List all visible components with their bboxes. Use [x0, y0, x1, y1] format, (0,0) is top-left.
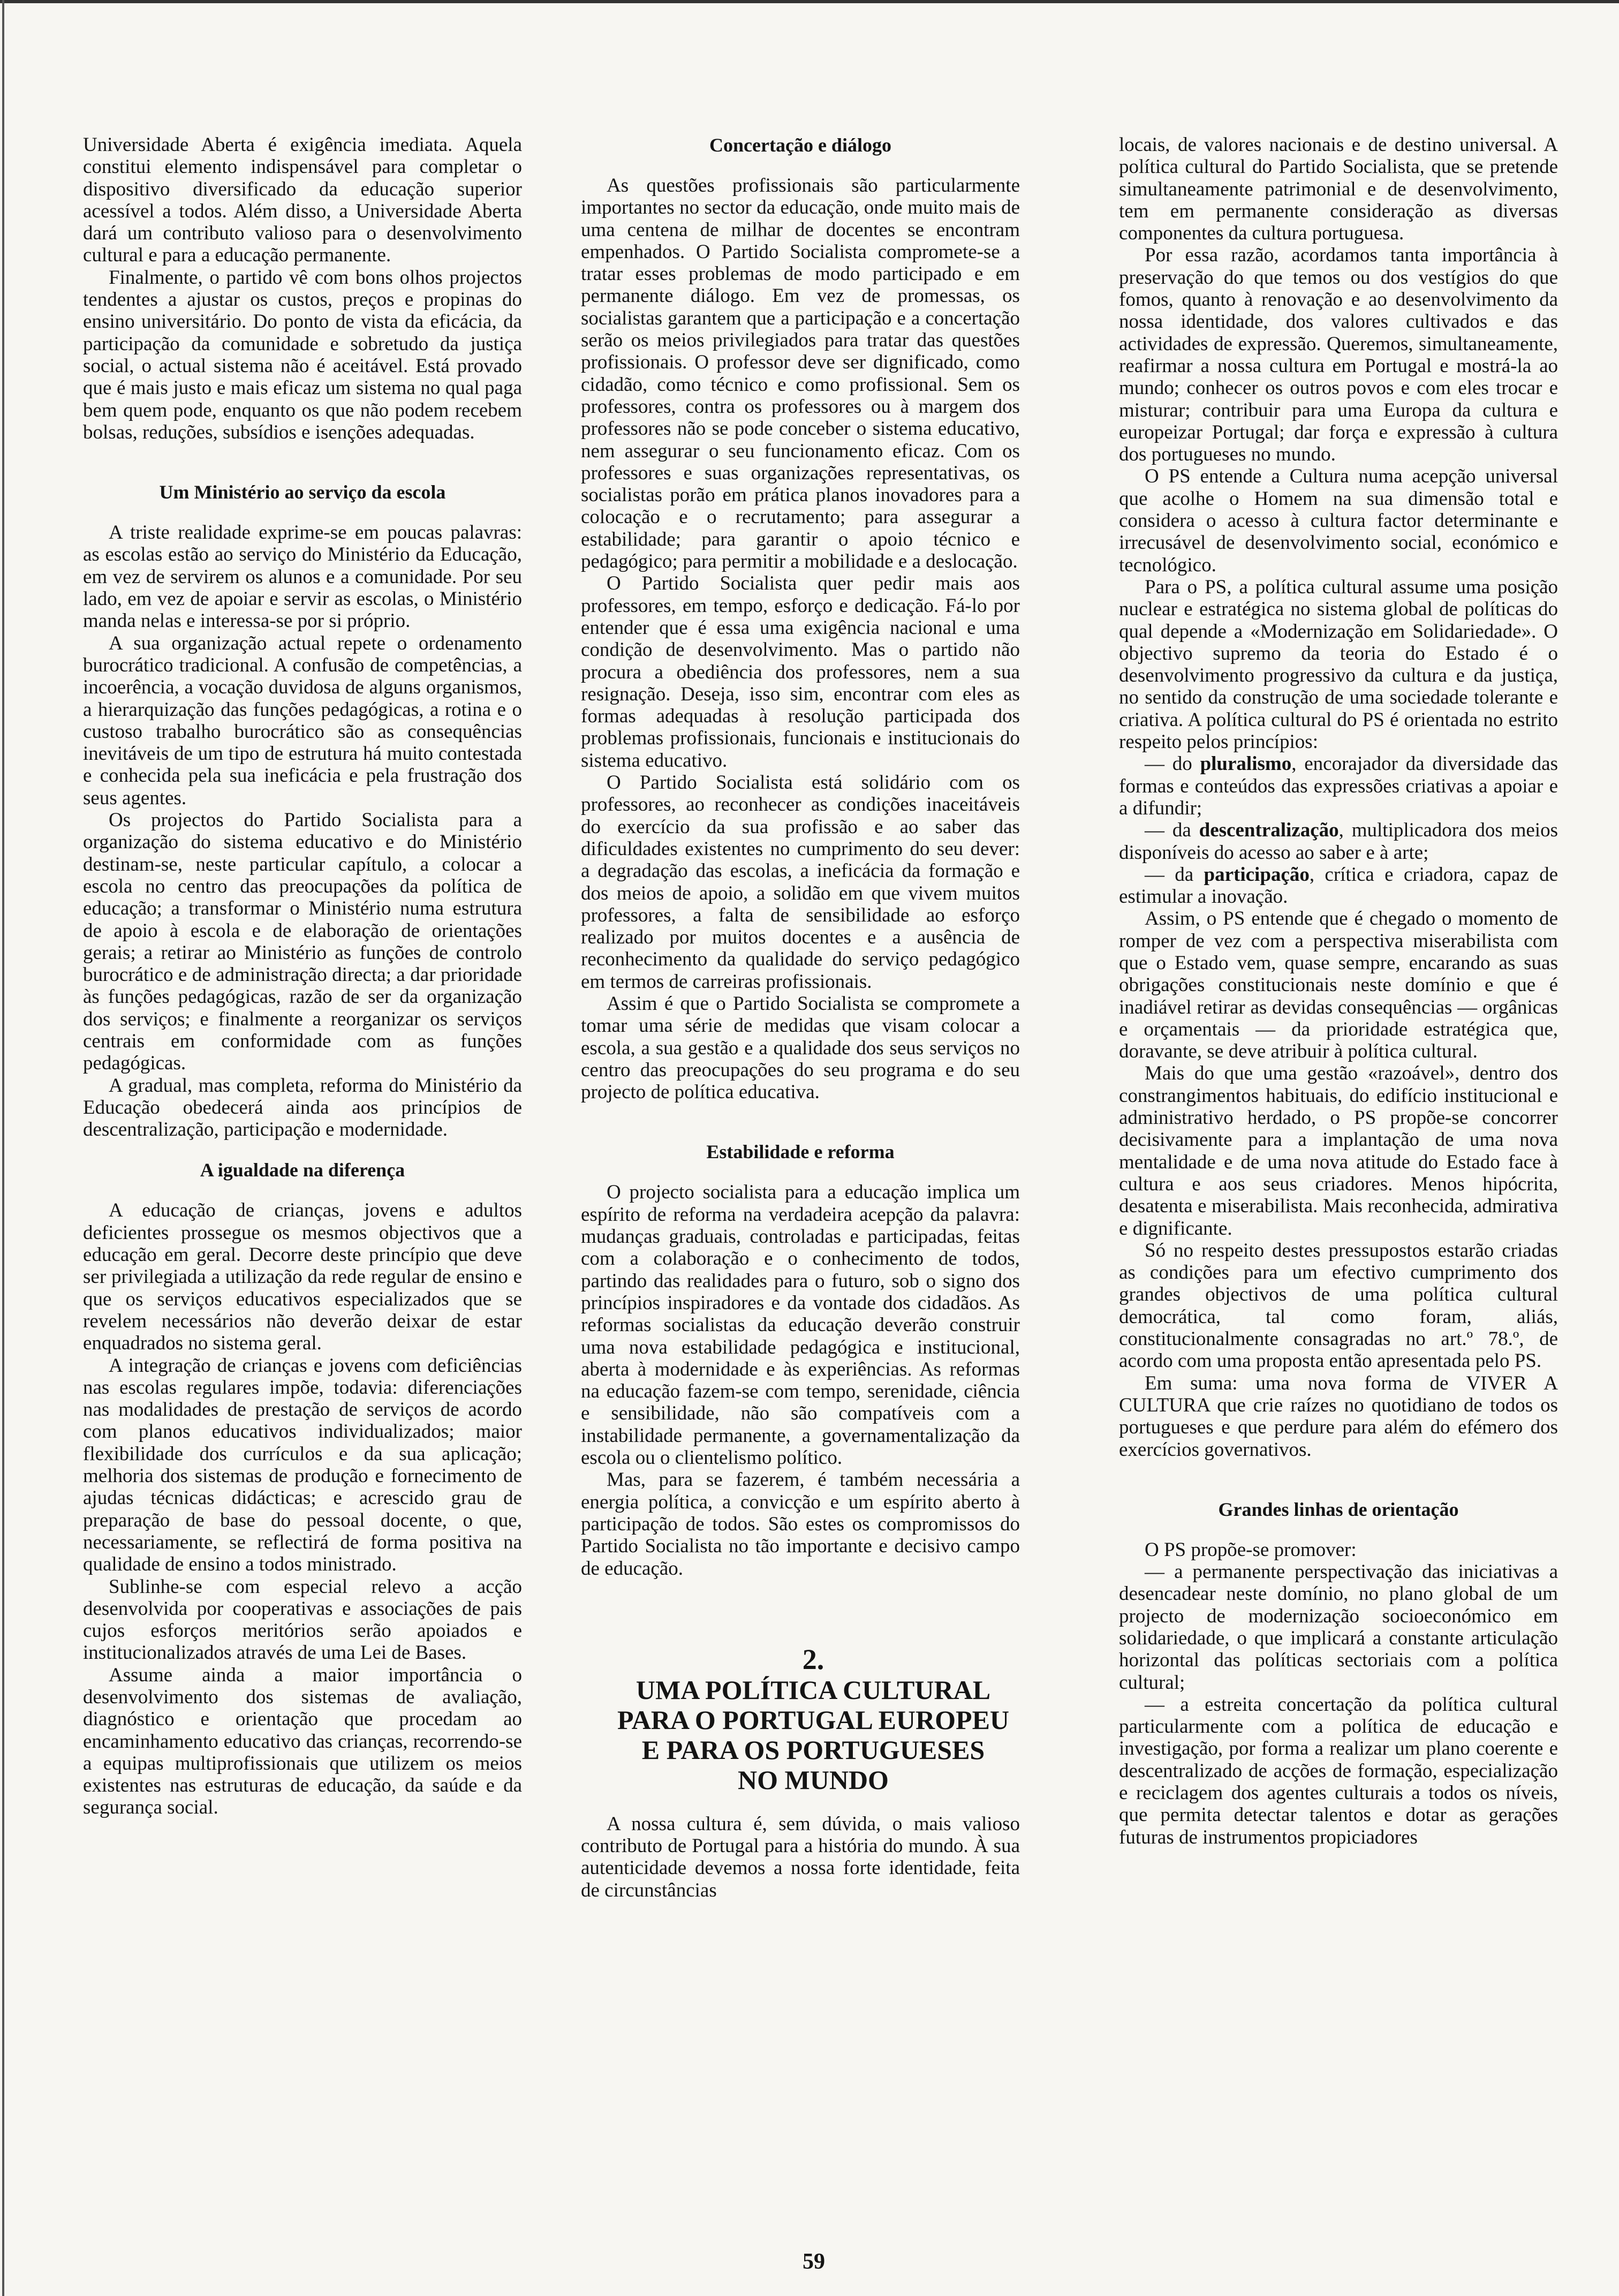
paragraph: A educação de crianças, jovens e adultos deficientes prossegue os mesmos objectivos que a educação em geral. Decorre deste princípio que deve ser privilegiada a utilização da rede regular de ensino e que os serviços educativos especializados que se revelem necessários não deverão deixar de estar enquadrados no sistema geral. [83, 1199, 522, 1355]
paragraph: — a permanente perspectivação das iniciativas a desencadear neste domínio, no plano global de um projecto de modernização socioeconómico em solidariedade, o que implicará a constante articulação horizontal das políticas sectoriais com a política cultural; [1119, 1561, 1558, 1694]
paragraph: O Partido Socialista está solidário com os professores, ao reconhecer as condições inaceitáveis do exercício da sua profissão e ao saber das dificuldades existentes no cumprimento do seu dever: a degradação das escolas, a ineficácia da formação e dos meios de apoio, a solidão em que vivem muitos professores, a falta de sensibilidade ao esforço realizado por muitos docentes e a ausência de reconhecimento da qualidade do serviço pedagógico em termos de carreiras profissionais. [581, 772, 1020, 993]
section-heading: Um Ministério ao serviço da escola [159, 481, 446, 503]
paragraph: locais, de valores nacionais e de destino universal. A política cultural do Partido Socialista, que se pretende simultaneamente patrimonial e de desenvolvimento, tem em permanente consideração as diversas componentes da cultura portuguesa. [1119, 134, 1558, 245]
top-border [0, 0, 1619, 3]
paragraph: Assim, o PS entende que é chegado o momento de romper de vez com a perspectiva miserabilista com que o Estado vem, quase sempre, encarando as suas obrigações constitucionais neste domínio e que é inadiável retirar as devidas consequências — orgânicas e orçamentais — da prioridade estratégica que, doravante, se deve atribuir à política cultural. [1119, 908, 1558, 1063]
paragraph: A nossa cultura é, sem dúvida, o mais valioso contributo de Portugal para a história do mundo. À sua autenticidade devemos a nossa forte identidade, feita de circunstâncias [581, 1812, 1020, 1901]
paragraph: Sublinhe-se com especial relevo a acção desenvolvida por cooperativas e associações de pais cujos esforços meritórios serão apoiados e institucionalizados através de uma Lei de Bases. [83, 1575, 522, 1664]
paragraph: O PS entende a Cultura numa acepção universal que acolhe o Homem na sua dimensão total e considera o acesso à cultura factor determinante e irrecusável de desenvolvimento social, económico e tecnológico. [1119, 465, 1558, 576]
chapter-title-line: E PARA OS PORTUGUESES [641, 1734, 985, 1765]
paragraph: A sua organização actual repete o ordenamento burocrático tradicional. A confusão de competências, a incoerência, a vocação duvidosa de alguns organismos, a hierarquização das funções pedagógicas, a rotina e o custoso trabalho burocrático são as consequências inevitáveis de um tipo de estrutura há muito contestada e conhecida pela sua ineficácia e pela frustração dos seus agentes. [83, 632, 522, 809]
paragraph: Os projectos do Partido Socialista para a organização do sistema educativo e do Ministério destinam-se, neste particular capítulo, a colocar a escola no centro das preocupações da política de educação; a transformar o Ministério numa estrutura de apoio à escola e de elaboração de orientações gerais; a retirar ao Ministério as funções de controlo burocrático e de administração directa; a dar prioridade às funções pedagógicas, razão de ser da organização dos serviços; e finalmente a reorganizar os serviços centrais em conformidade com as funções pedagógicas. [83, 809, 522, 1075]
paragraph: Em suma: uma nova forma de VIVER A CULTURA que crie raízes no quotidiano de todos os portugueses e que perdure para além do efémero dos exercícios governativos. [1119, 1372, 1558, 1461]
list-item: — do pluralismo, encorajador da diversidade das formas e conteúdos das expressões criativas a apoiar e a difundir; [1119, 753, 1558, 819]
paragraph: Só no respeito destes pressupostos estarão criadas as condições para um efectivo cumprimento dos grandes objectivos de uma política cultural democrática, tal como foram, aliás, constitucionalmente consagradas no art.º 78.º, de acordo com uma proposta então apresentada pelo PS. [1119, 1239, 1558, 1372]
left-border [2, 0, 4, 2296]
chapter-number: 2. [802, 1643, 824, 1675]
paragraph: A triste realidade exprime-se em poucas palavras: as escolas estão ao serviço do Ministério da Educação, em vez de servirem os alunos e a comunidade. Por seu lado, em vez de apoiar e servir as escolas, o Ministério manda nelas e interessa-se por si próprio. [83, 522, 522, 632]
paragraph: Assume ainda a maior importância o desenvolvimento dos sistemas de avaliação, diagnóstico e orientação que procedam ao encaminhamento educativo das crianças, recorrendo-se a equipas multiprofissionais que utilizem os meios existentes nas estruturas de educação, da saúde e da segurança social. [83, 1664, 522, 1819]
emphasis: participação [1204, 863, 1310, 886]
paragraph: O PS propõe-se promover: [1145, 1538, 1357, 1561]
paragraph: Universidade Aberta é exigência imediata. Aquela constitui elemento indispensável para completar o dispositivo diversificado da educação superior acessível a todos. Além disso, a Universidade Aberta dará um contributo valioso para o desenvolvimento cultural e para a educação permanente. [83, 134, 522, 267]
section-heading: Concertação e diálogo [709, 134, 891, 156]
section-heading: Grandes linhas de orientação [1218, 1498, 1459, 1520]
paragraph: As questões profissionais são particularmente importantes no sector da educação, onde muito mais de uma centena de milhar de docentes se encontram empenhados. O Partido Socialista compromete-se a tratar esses problemas de modo participado e em permanente diálogo. Em vez de promessas, os socialistas garantem que a participação e a concertação serão os meios privilegiados para tratar das questões profissionais. O professor deve ser dignificado, como cidadão, como técnico e como profissional. Sem os professores, contra os professores ou à margem dos professores não se pode conceber o sistema educativo, nem assegurar o seu funcionamento eficaz. Com os professores e suas organizações representativas, os socialistas porão em prática planos inovadores para a colocação e o recrutamento; para assegurar a estabilidade; para garantir o apoio técnico e pedagógico; para permitir a mobilidade e a deslocação. [581, 175, 1020, 573]
paragraph: Mas, para se fazerem, é também necessária a energia política, a convicção e um espírito aberto à participação de todos. São estes os compromissos do Partido Socialista no tão importante e decisivo campo de educação. [581, 1469, 1020, 1580]
section-heading: Estabilidade e reforma [706, 1141, 895, 1163]
paragraph: Assim é que o Partido Socialista se compromete a tomar uma série de medidas que visam colocar a escola, a sua gestão e a qualidade dos seus serviços no centro das preocupações do seu programa e do seu projecto de política educativa. [581, 992, 1020, 1104]
paragraph: Finalmente, o partido vê com bons olhos projectos tendentes a ajustar os custos, preços e propinas do ensino universitário. Do ponto de vista da eficácia, da participação da comunidade e sobretudo da justiça social, o actual sistema não é aceitável. Está provado que é mais justo e mais eficaz um sistema no qual paga bem quem pode, enquanto os que não podem recebem bolsas, reduções, subsídios e isenções adequadas. [83, 266, 522, 443]
paragraph: — a estreita concertação da política cultural particularmente com a política de educação e investigação, por forma a realizar um plano coerente e descentralizado de acções de formação, especialização e reciclagem dos agentes culturais a todos os níveis, que permita detectar talentos e dotar as gerações futuras de instrumentos propiciadores [1119, 1693, 1558, 1848]
paragraph: O projecto socialista para a educação implica um espírito de reforma na verdadeira acepção da palavra: mudanças graduais, controladas e participadas, feitas com a colaboração e o conhecimento de todos, partindo das realidades para o futuro, sob o signo dos princípios inspiradores e da vontade dos cidadãos. As reformas socialistas da educação deverão construir uma nova estabilidade pedagógica e institucional, aberta à modernidade e às experiências. As reformas na educação fazem-se com tempo, serenidade, ciência e sensibilidade, não são compatíveis com a instabilidade permanente, a governamentalização da escola ou o clientelismo político. [581, 1181, 1020, 1469]
chapter-title-line: UMA POLÍTICA CULTURAL [636, 1674, 991, 1705]
column-3 [1119, 134, 1558, 2222]
paragraph: O Partido Socialista quer pedir mais aos professores, em tempo, esforço e dedicação. Fá-lo por entender que é essa uma exigência nacional e uma condição de desenvolvimento. Mas o partido não procura a obediência dos professores, nem a sua resignação. Deseja, isso sim, encontrar com eles as formas adequadas à resolução participada dos problemas profissionais, funcionais e institucionais do sistema educativo. [581, 572, 1020, 772]
column-1 [83, 134, 522, 2222]
paragraph: Por essa razão, acordamos tanta importância à preservação do que temos ou dos vestígios do que fomos, quanto à renovação e ao desenvolvimento da nossa identidade, dos valores cultivados e das actividades de expressão. Queremos, simultaneamente, reafirmar a nossa cultura em Portugal e mostrá-la ao mundo; conhecer os outros povos e com eles trocar e misturar; contribuir para uma Europa da cultura e europeizar Portugal; dar força e expressão à cultura dos portugueses no mundo. [1119, 244, 1558, 466]
paragraph: Mais do que uma gestão «razoável», dentro dos constrangimentos habituais, do edifício institucional e administrativo herdado, o PS propõe-se concorrer decisivamente para a implantação de uma nova mentalidade e de uma nova atitude do Estado face à cultura e aos seus criadores. Menos hipócrita, desatenta e miserabilista. Mais reconhecida, admirativa e dignificante. [1119, 1062, 1558, 1240]
page-number: 59 [803, 2249, 825, 2274]
emphasis: pluralismo [1200, 753, 1292, 775]
chapter-title-line: NO MUNDO [738, 1764, 889, 1795]
section-heading: A igualdade na diferença [200, 1159, 405, 1181]
column-2 [581, 134, 1020, 2222]
paragraph: A integração de crianças e jovens com deficiências nas escolas regulares impõe, todavia: diferenciações nas modalidades de prestação de serviços de acordo com planos educativos individualizados; maior flexibilidade dos currículos e da sua aplicação; melhoria dos sistemas de produção e fornecimento de ajudas técnicas didácticas; e acrescido grau de preparação de base do pessoal docente, o que, necessariamente, se reflectirá de forma positiva na qualidade de ensino a todos ministrado. [83, 1354, 522, 1576]
paragraph: A gradual, mas completa, reforma do Ministério da Educação obedecerá ainda aos princípios de descentralização, participação e modernidade. [83, 1074, 522, 1141]
principles-list [1119, 753, 1558, 908]
list-item: — da descentralização, multiplicadora dos meios disponíveis do acesso ao saber e à arte; [1119, 819, 1558, 864]
paragraph: Para o PS, a política cultural assume uma posição nuclear e estratégica no sistema global de políticas do qual depende a «Modernização em Solidariedade». O objectivo supremo da teoria do Estado é o desenvolvimento progressivo da cultura e da justiça, no sentido da construção de uma sociedade tolerante e criativa. A política cultural do PS é orientada no estrito respeito pelos princípios: [1119, 576, 1558, 753]
emphasis: descentralização [1199, 819, 1339, 842]
chapter-title-line: PARA O PORTUGAL EUROPEU [617, 1704, 1010, 1735]
list-item: — da participação, crítica e criadora, capaz de estimular a inovação. [1119, 863, 1558, 908]
